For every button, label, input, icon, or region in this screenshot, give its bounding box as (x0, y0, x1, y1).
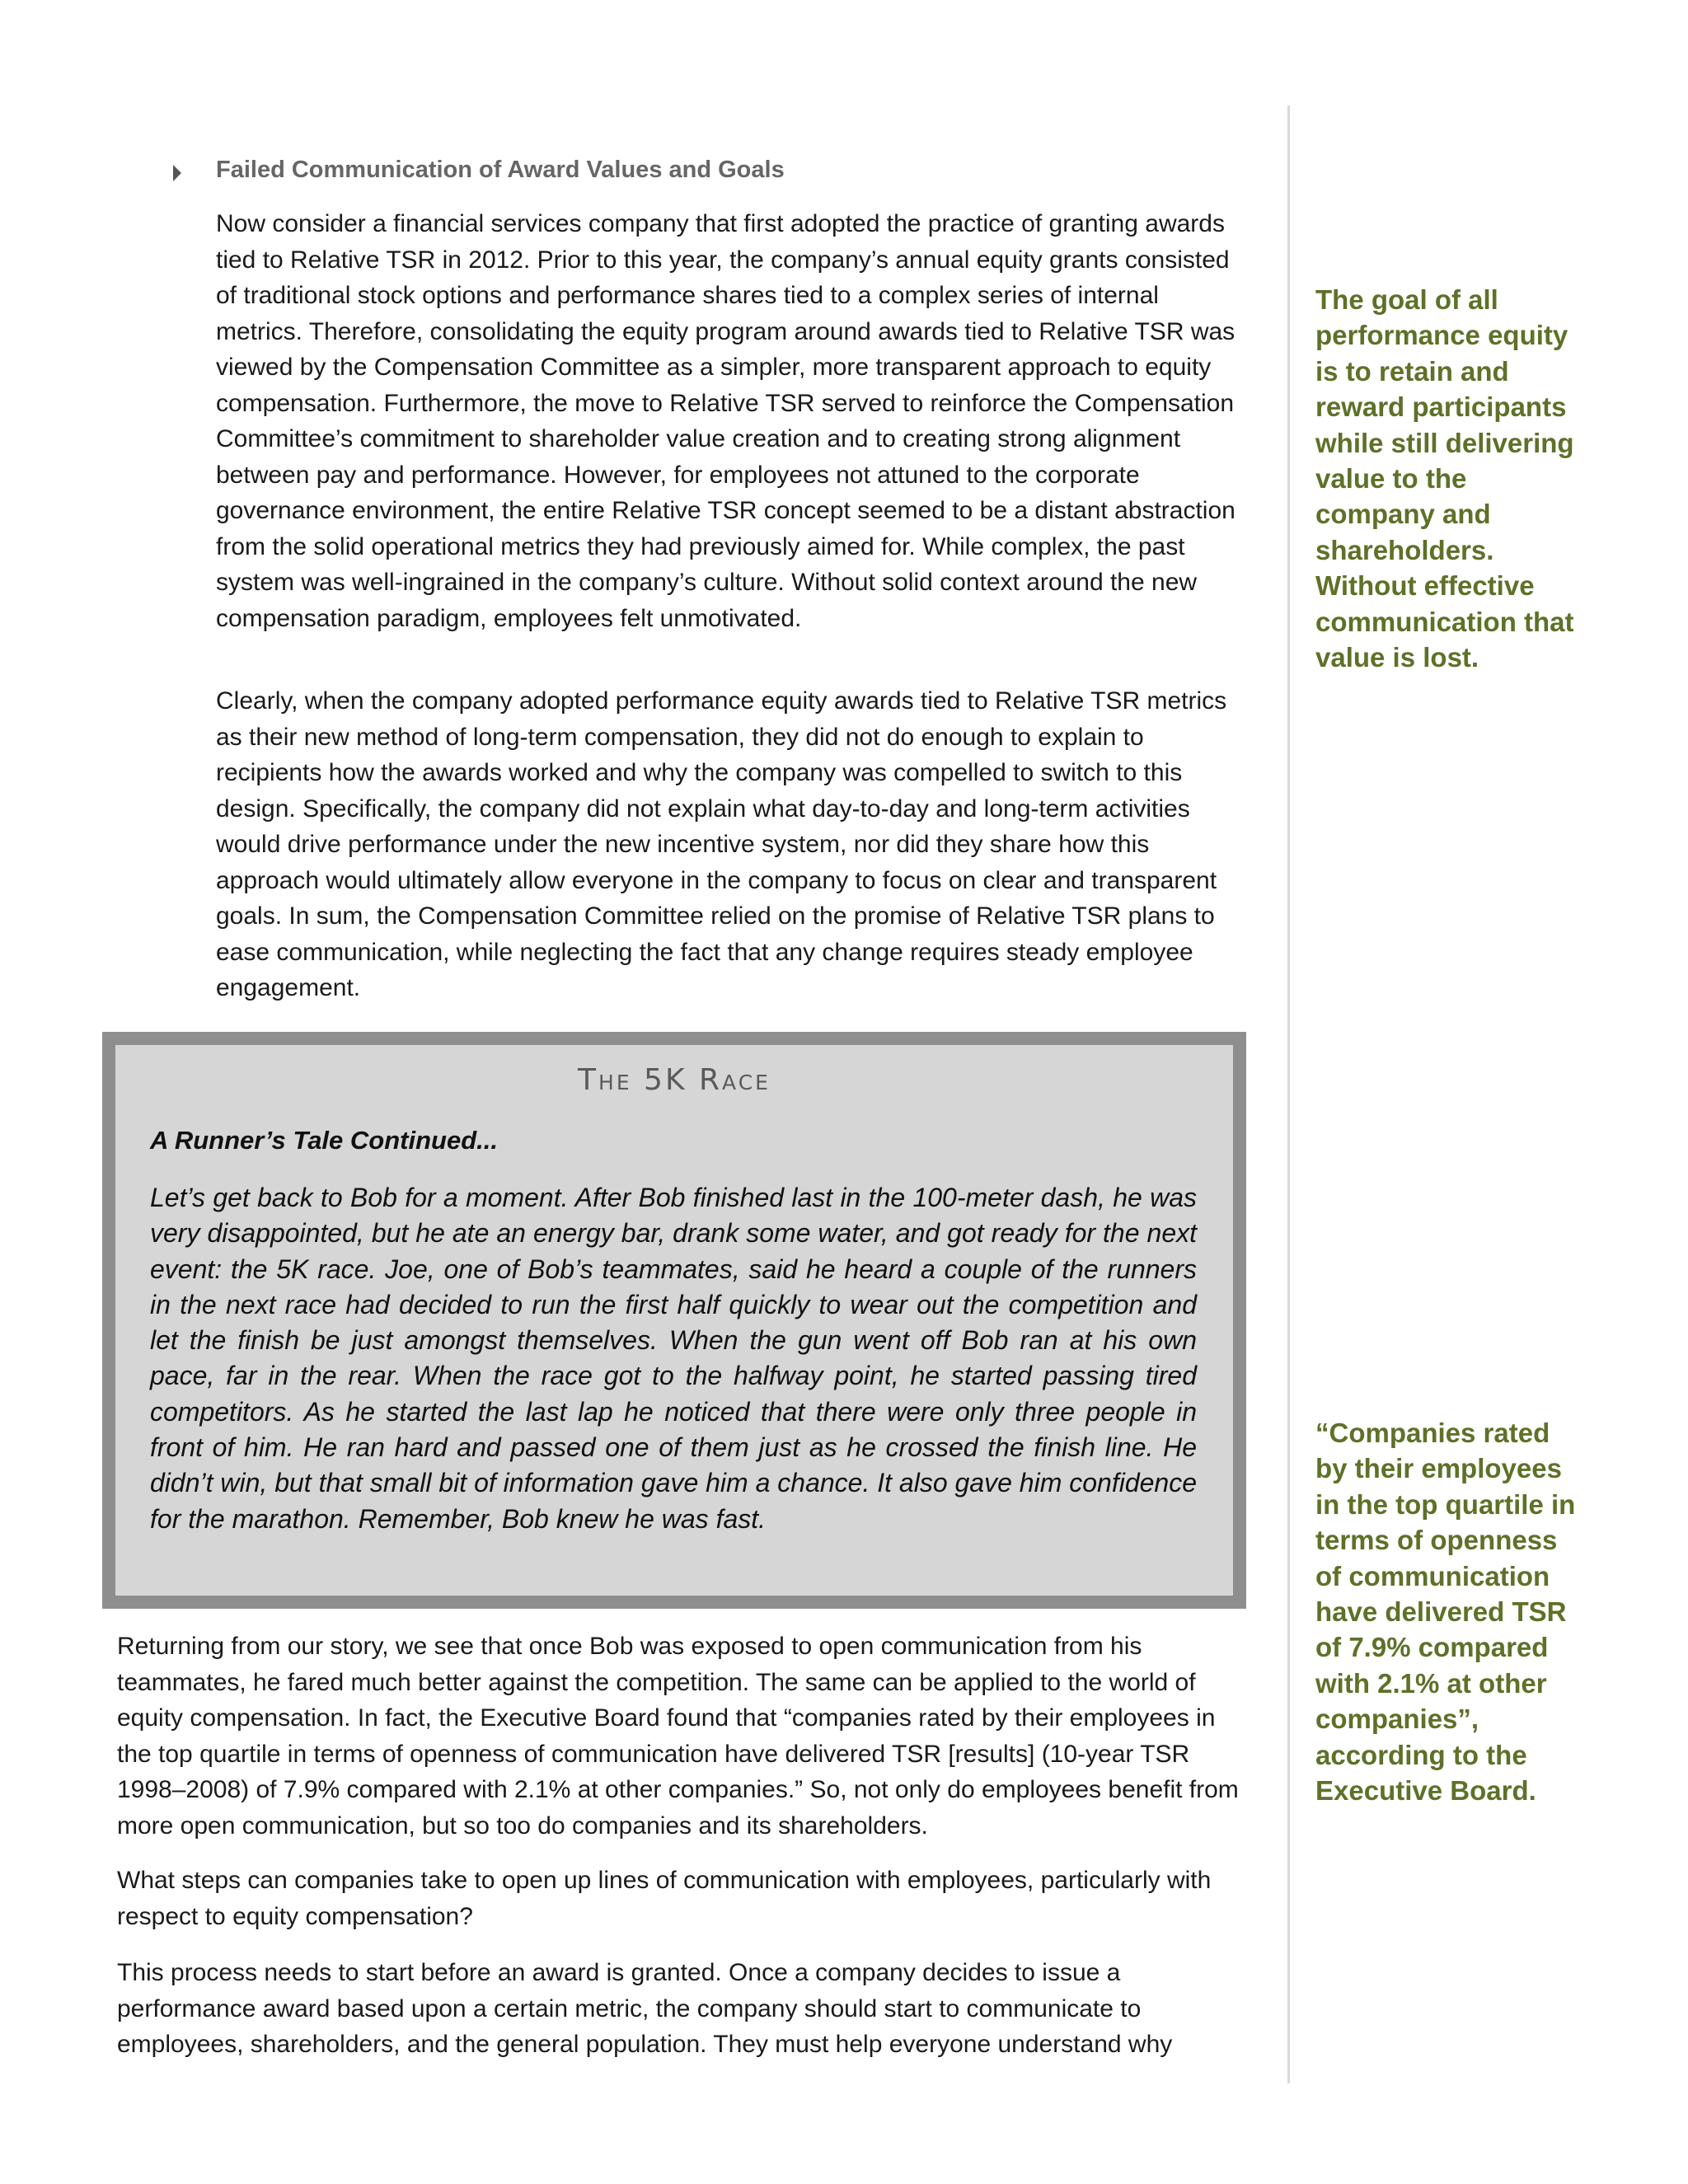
column-divider (1287, 105, 1290, 2083)
section-heading: Failed Communication of Award Values and Goals (216, 157, 785, 183)
sidebar-pull-quote-2: “Companies rated by their employees in the top quartile in terms of openness of communication have delivered TSR of 7.9% compared with 2.1% at other companies”, according to the Executive Board. (1315, 1418, 1576, 1807)
story-subtitle: A Runner’s Tale Continued... (150, 1126, 498, 1155)
bullet-arrow-icon (173, 165, 181, 181)
body-paragraph-1: Now consider a financial services company that first adopted the practice of granting awards tied to Relative TSR in 2012. Prior to this year, the company’s annual equity grants consisted of traditional stock options and performance shares tied to a complex series of internal metrics. Therefore, consolidating the equity program around awards tied to Relative TSR was viewed by the Compensation Committee as a simpler, more transparent approach to equity compensation. Furthermore, the move to Relative TSR served to reinforce the Compensation Committee’s commitment to shareholder value creation and to creating strong alignment between pay and performance. However, for employees not attuned to the corporate governance environment, the entire Relative TSR concept seemed to be a distant abstraction from the solid operational metrics they had previously aimed for. While complex, the past system was well-ingrained in the company’s culture. Without solid context around the new compensation paradigm, employees felt unmotivated. (216, 210, 1236, 632)
body-paragraph-4: What steps can companies take to open up lines of communication with employees, particularly with respect to equity compensation? (117, 1867, 1212, 1930)
story-title: The 5K Race (578, 1063, 771, 1097)
sidebar-pull-quote-1: The goal of all performance equity is to retain and reward participants while still delivering value to the company and shareholders. Without effective communication that value is lost. (1315, 284, 1574, 673)
body-paragraph-3: Returning from our story, we see that once Bob was exposed to open communication from his teammates, he fared much better against the competition. The same can be applied to the world of equity compensation. In fact, the Executive Board found that “companies rated by their employees in the top quartile in terms of openness of communication have delivered TSR [results] (10-year TSR 1998–2008) of 7.9% compared with 2.1% at other companies.” So, not only do employees benefit from more open communication, but so too do companies and its shareholders. (117, 1633, 1239, 1840)
story-box (102, 1032, 1246, 1609)
story-body: Let’s get back to Bob for a moment. After Bob finished last in the 100-meter dash, he was very disappointed, but he ate an energy bar, drank some water, and got ready for the next event: the 5K race. Joe, one of Bob’s teammates, said he heard a couple of the runners in the next race had decided to run the first half quickly to wear out the competition and let the finish be just amongst themselves. When the gun went off Bob ran at his own pace, far in the rear. When the race got to the halfway point, he started passing tired competitors. As he started the last lap he noticed that there were only three people in front of him. He ran hard and passed one of them just as he crossed the finish line. He didn’t win, but that small bit of information gave him a chance. It also gave him confidence for the marathon. Remember, Bob knew he was fast. (150, 1183, 1198, 1534)
body-paragraph-5: This process needs to start before an award is granted. Once a company decides to issue a performance award based upon a certain metric, the company should start to communicate to employees, shareholders, and the general population. They must help everyone understand why (117, 1959, 1173, 2058)
body-paragraph-2: Clearly, when the company adopted performance equity awards tied to Relative TSR metrics as their new method of long-term compensation, they did not do enough to explain to recipients how the awards worked and why the company was compelled to switch to this design. Specifically, the company did not explain what day-to-day and long-term activities would drive performance under the new incentive system, nor did they share how this approach would ultimately allow everyone in the company to focus on clear and transparent goals. In sum, the Compensation Committee relied on the promise of Relative TSR plans to ease communication, while neglecting the fact that any change requires steady employee engagement. (216, 687, 1227, 1001)
